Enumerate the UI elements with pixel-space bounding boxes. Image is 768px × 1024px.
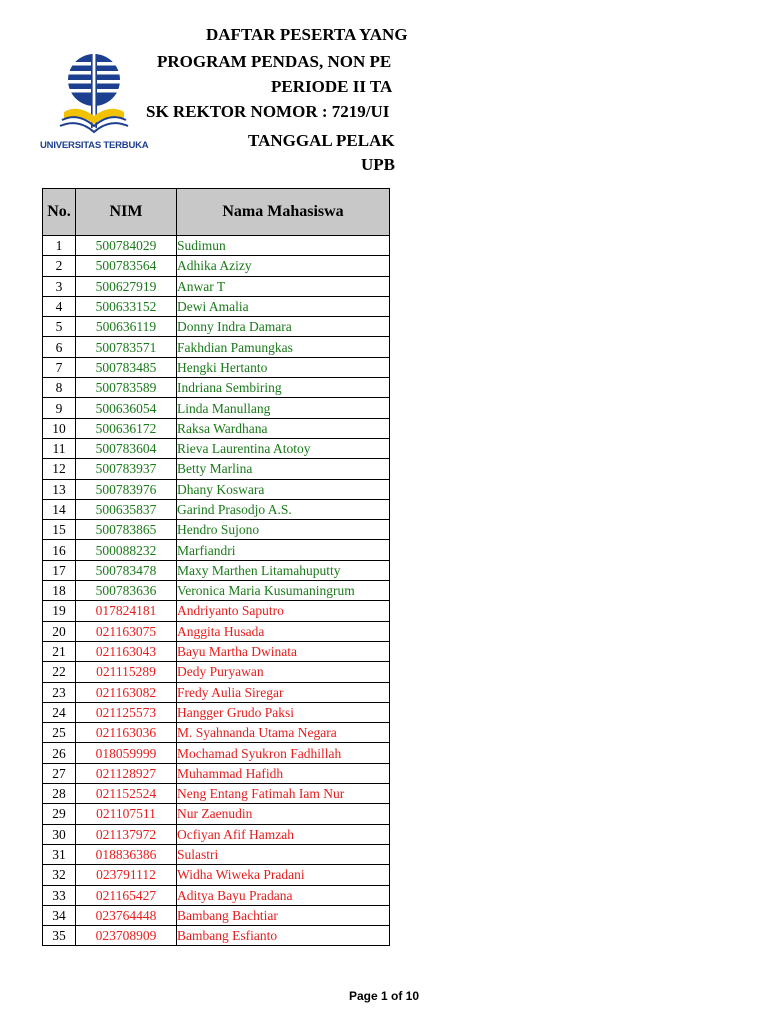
table-row [43, 438, 390, 458]
header-title-line-4: SK REKTOR NOMOR : 7219/UI [146, 102, 390, 121]
cell-nim: 021115289 [76, 662, 177, 682]
cell-name: Indriana Sembiring [177, 378, 390, 398]
cell-nim: 500783589 [76, 378, 177, 398]
cell-nim: 018836386 [76, 844, 177, 864]
cell-no: 12 [43, 459, 76, 479]
cell-nim: 500784029 [76, 236, 177, 256]
table-row [43, 276, 390, 296]
cell-name: Garind Prasodjo A.S. [177, 499, 390, 519]
table-row [43, 540, 390, 560]
cell-nim: 021107511 [76, 804, 177, 824]
page-number: Page 1 of 10 [348, 989, 420, 1003]
cell-nim: 500636172 [76, 418, 177, 438]
cell-no: 23 [43, 682, 76, 702]
cell-no: 27 [43, 763, 76, 783]
cell-no: 3 [43, 276, 76, 296]
cell-no: 1 [43, 236, 76, 256]
cell-no: 17 [43, 560, 76, 580]
cell-nim: 021128927 [76, 763, 177, 783]
cell-no: 16 [43, 540, 76, 560]
cell-no: 28 [43, 784, 76, 804]
header-title-line-5: TANGGAL PELAK [248, 131, 395, 150]
cell-no: 6 [43, 337, 76, 357]
table-row [43, 601, 390, 621]
table-row [43, 317, 390, 337]
cell-nim: 500635837 [76, 499, 177, 519]
cell-no: 9 [43, 398, 76, 418]
cell-nim: 023764448 [76, 905, 177, 925]
cell-no: 32 [43, 865, 76, 885]
table-row [43, 824, 390, 844]
table-row [43, 378, 390, 398]
cell-nim: 500633152 [76, 296, 177, 316]
column-header-nim: NIM [76, 189, 177, 236]
cell-nim: 500636054 [76, 398, 177, 418]
cell-nim: 021165427 [76, 885, 177, 905]
cell-nim: 500783636 [76, 581, 177, 601]
cell-name: Ocfiyan Afif Hamzah [177, 824, 390, 844]
cell-no: 13 [43, 479, 76, 499]
cell-name: Bambang Bachtiar [177, 905, 390, 925]
cell-no: 21 [43, 641, 76, 661]
cell-no: 34 [43, 905, 76, 925]
cell-name: Veronica Maria Kusumaningrum [177, 581, 390, 601]
cell-name: Anwar T [177, 276, 390, 296]
cell-nim: 500783604 [76, 438, 177, 458]
cell-no: 18 [43, 581, 76, 601]
table-row [43, 296, 390, 316]
table-row [43, 743, 390, 763]
cell-no: 14 [43, 499, 76, 519]
cell-nim: 021137972 [76, 824, 177, 844]
cell-name: Widha Wiweka Pradani [177, 865, 390, 885]
cell-no: 10 [43, 418, 76, 438]
table-row [43, 520, 390, 540]
cell-no: 24 [43, 702, 76, 722]
cell-no: 7 [43, 357, 76, 377]
cell-no: 8 [43, 378, 76, 398]
table-row [43, 723, 390, 743]
cell-name: Dhany Koswara [177, 479, 390, 499]
cell-name: Mochamad Syukron Fadhillah [177, 743, 390, 763]
cell-nim: 500783937 [76, 459, 177, 479]
cell-nim: 500783976 [76, 479, 177, 499]
cell-nim: 021125573 [76, 702, 177, 722]
cell-nim: 500783571 [76, 337, 177, 357]
cell-name: Donny Indra Damara [177, 317, 390, 337]
table-row [43, 581, 390, 601]
cell-nim: 500783865 [76, 520, 177, 540]
cell-name: Andriyanto Saputro [177, 601, 390, 621]
cell-name: M. Syahnanda Utama Negara [177, 723, 390, 743]
cell-no: 2 [43, 256, 76, 276]
cell-name: Marfiandri [177, 540, 390, 560]
table-row [43, 337, 390, 357]
table-row [43, 398, 390, 418]
table-row [43, 621, 390, 641]
table-row [43, 702, 390, 722]
cell-nim: 021163075 [76, 621, 177, 641]
cell-no: 22 [43, 662, 76, 682]
cell-nim: 017824181 [76, 601, 177, 621]
cell-nim: 500783564 [76, 256, 177, 276]
cell-name: Dedy Puryawan [177, 662, 390, 682]
cell-no: 30 [43, 824, 76, 844]
cell-nim: 500088232 [76, 540, 177, 560]
university-logo [40, 50, 148, 154]
cell-no: 5 [43, 317, 76, 337]
table-row [43, 256, 390, 276]
cell-nim: 500783478 [76, 560, 177, 580]
cell-no: 35 [43, 926, 76, 946]
cell-name: Nur Zaenudin [177, 804, 390, 824]
cell-no: 15 [43, 520, 76, 540]
cell-name: Fakhdian Pamungkas [177, 337, 390, 357]
cell-nim: 023791112 [76, 865, 177, 885]
table-row [43, 641, 390, 661]
table-row [43, 418, 390, 438]
table-row [43, 926, 390, 946]
cell-no: 29 [43, 804, 76, 824]
cell-name: Anggita Husada [177, 621, 390, 641]
cell-nim: 021152524 [76, 784, 177, 804]
cell-name: Adhika Azizy [177, 256, 390, 276]
cell-nim: 500783485 [76, 357, 177, 377]
cell-name: Dewi Amalia [177, 296, 390, 316]
cell-no: 11 [43, 438, 76, 458]
cell-nim: 500627919 [76, 276, 177, 296]
participant-table [42, 188, 390, 946]
table-row [43, 662, 390, 682]
column-header-no: No. [43, 189, 76, 236]
table-header-row [43, 189, 390, 236]
cell-no: 31 [43, 844, 76, 864]
cell-no: 25 [43, 723, 76, 743]
cell-name: Neng Entang Fatimah Iam Nur [177, 784, 390, 804]
table-row [43, 357, 390, 377]
header-title-line-1: DAFTAR PESERTA YANG [206, 25, 408, 44]
cell-name: Hangger Grudo Paksi [177, 702, 390, 722]
header-title-line-3: PERIODE II TA [271, 77, 393, 96]
table-row [43, 784, 390, 804]
cell-name: Maxy Marthen Litamahuputty [177, 560, 390, 580]
table-row [43, 905, 390, 925]
header-title-line-6: UPB [361, 155, 395, 174]
cell-name: Bayu Martha Dwinata [177, 641, 390, 661]
cell-no: 19 [43, 601, 76, 621]
cell-name: Sulastri [177, 844, 390, 864]
cell-nim: 023708909 [76, 926, 177, 946]
table-row [43, 865, 390, 885]
cell-name: Raksa Wardhana [177, 418, 390, 438]
cell-nim: 021163043 [76, 641, 177, 661]
cell-nim: 021163036 [76, 723, 177, 743]
cell-nim: 018059999 [76, 743, 177, 763]
column-header-name: Nama Mahasiswa [177, 189, 390, 236]
cell-name: Hengki Hertanto [177, 357, 390, 377]
cell-no: 33 [43, 885, 76, 905]
table-row [43, 479, 390, 499]
cell-no: 26 [43, 743, 76, 763]
table-row [43, 459, 390, 479]
header-title-line-2: PROGRAM PENDAS, NON PE [157, 52, 392, 71]
table-body [43, 236, 390, 946]
table-row [43, 844, 390, 864]
cell-name: Hendro Sujono [177, 520, 390, 540]
table-row [43, 885, 390, 905]
cell-name: Bambang Esfianto [177, 926, 390, 946]
cell-no: 20 [43, 621, 76, 641]
cell-no: 4 [43, 296, 76, 316]
table-row [43, 682, 390, 702]
cell-name: Linda Manullang [177, 398, 390, 418]
table-row [43, 236, 390, 256]
cell-name: Rieva Laurentina Atotoy [177, 438, 390, 458]
cell-nim: 021163082 [76, 682, 177, 702]
cell-name: Sudimun [177, 236, 390, 256]
table-row [43, 763, 390, 783]
cell-nim: 500636119 [76, 317, 177, 337]
table-row [43, 560, 390, 580]
cell-name: Fredy Aulia Siregar [177, 682, 390, 702]
logo-label: UNIVERSITAS TERBUKA [40, 140, 149, 151]
table-row [43, 499, 390, 519]
logo-emblem-icon [40, 50, 148, 140]
table-row [43, 804, 390, 824]
cell-name: Muhammad Hafidh [177, 763, 390, 783]
cell-name: Betty Marlina [177, 459, 390, 479]
cell-name: Aditya Bayu Pradana [177, 885, 390, 905]
